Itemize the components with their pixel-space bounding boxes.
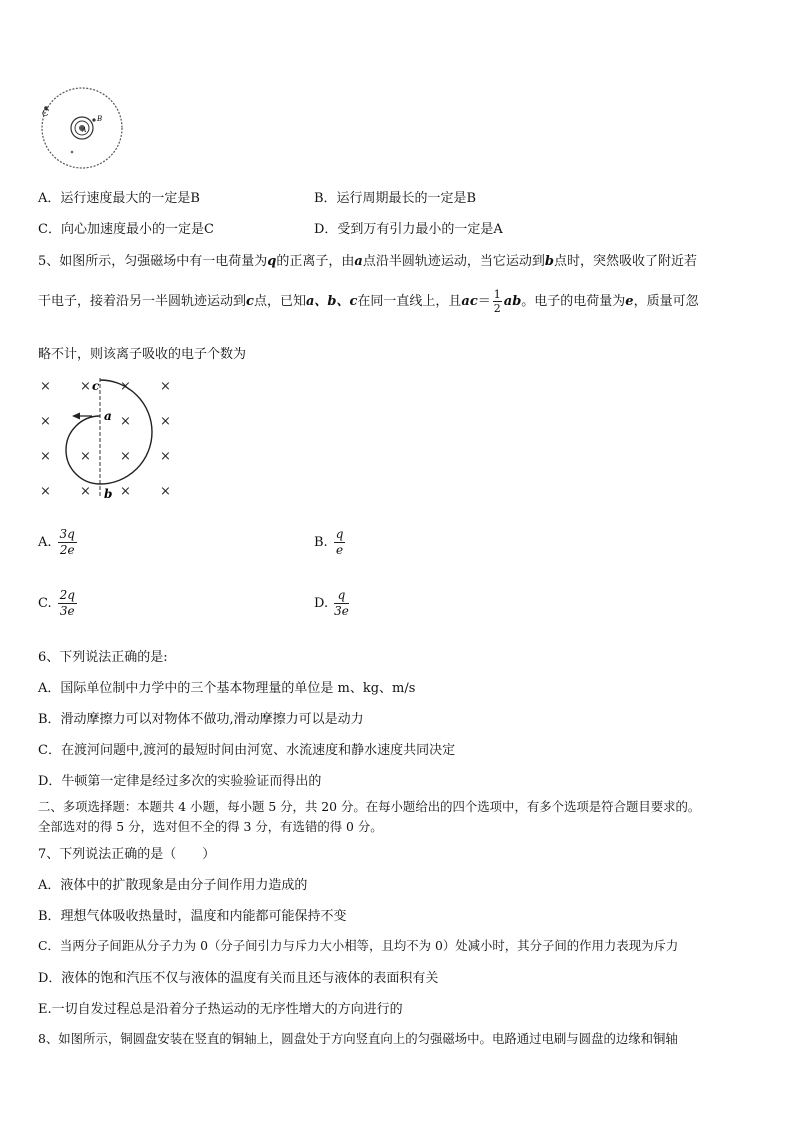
q7-option-b: B．理想气体吸收热量时，温度和内能都可能保持不变 [38,909,347,924]
section2-instructions-line1: 二、多项选择题：本题共 4 小题，每小题 5 分，共 20 分。在每小题给出的四个选项中，有多个选项是符合题目要求的。 [38,799,701,814]
cross-mark: × [40,414,51,429]
q5-stem-line1: 5、如图所示，匀强磁场中有一电荷量为q的正离子，由a点沿半圆轨迹运动，当它运动到b点时，突然吸收了附近若 [38,254,697,269]
orbit-figure [36,86,132,170]
cross-mark: × [160,449,171,464]
q7-option-c: C．当两分子间距从分子力为 0（分子间引力与斥力大小相等，且均不为 0）处减小时，其分子间的作用力表现为斥力 [38,938,679,953]
q4-option-c: C．向心加速度最小的一定是C [38,222,214,237]
point-label-a: a [104,409,112,423]
q6-stem: 6、下列说法正确的是: [38,650,168,665]
cross-mark: × [120,449,131,464]
cross-mark: × [80,484,91,499]
cross-mark: × [40,484,51,499]
q6-option-b: B．滑动摩擦力可以对物体不做功,滑动摩擦力可以是动力 [38,712,364,727]
q6-option-c: C．在渡河问题中,渡河的最短时间由河宽、水流速度和静水速度共同决定 [38,743,456,758]
cross-mark: × [40,379,51,394]
orbit-label-b: B [97,115,103,123]
q5-stem-line2: 干电子，接着沿另一半圆轨迹运动到c点，已知a、b、c在同一直线上，且ac＝ $\frac{1}{2}$ ab。电子的电荷量为e，质量可忽 [38,288,699,315]
q5-option-c: C. $\frac{2q}{3e}$ [38,588,75,618]
magnetic-field-figure [34,374,184,500]
q8-stem: 8、如图所示，铜圆盘安装在竖直的铜轴上，圆盘处于方向竖直向上的匀强磁场中。电路通过电刷与圆盘的边缘和铜轴 [38,1031,678,1046]
orbit-label-a: A [82,127,87,134]
q6-option-d: D．牛顿第一定律是经过多次的实验验证而得出的 [38,774,322,789]
cross-mark: × [120,484,131,499]
section2-instructions-line2: 全部选对的得 5 分，选对但不全的得 3 分，有选错的得 0 分。 [38,819,383,834]
q5-stem-line3: 略不计，则该离子吸收的电子个数为 [38,347,247,362]
cross-mark: × [80,449,91,464]
cross-mark: × [160,484,171,499]
q4-option-d: D．受到万有引力最小的一定是A [314,222,503,237]
q5-option-d: D. $\frac{q}{3e}$ [314,588,349,618]
q4-option-a: A．运行速度最大的一定是B [38,191,200,206]
point-label-c: c [92,379,100,393]
cross-mark: × [80,379,91,394]
q4-option-b: B．运行周期最长的一定是B [314,191,477,206]
q5-option-b: B. $\frac{q}{e}$ [314,527,344,557]
q7-stem: 7、下列说法正确的是（ ） [38,847,216,862]
q7-option-e: E.一切自发过程总是沿着分子热运动的无序性增大的方向进行的 [38,1002,403,1017]
cross-mark: × [160,414,171,429]
orbit-label-c: C [42,109,49,119]
cross-mark: × [160,379,171,394]
arrow-head-icon [72,413,80,420]
cross-mark: × [120,379,131,394]
q7-option-d: D．液体的饱和汽压不仅与液体的温度有关而且还与液体的表面积有关 [38,971,439,986]
cross-mark: × [40,449,51,464]
large-semicircle-trajectory [100,380,152,484]
q5-option-a: A. $\frac{3q}{2e}$ [38,527,75,557]
q7-option-a: A．液体中的扩散现象是由分子间作用力造成的 [38,878,308,893]
cross-mark: × [120,414,131,429]
point-label-b: b [104,487,113,500]
half-fraction: $\frac{1}{2}$ [493,288,501,315]
q6-option-a: A．国际单位制中力学中的三个基本物理量的单位是 m、kg、m/s [38,681,416,696]
